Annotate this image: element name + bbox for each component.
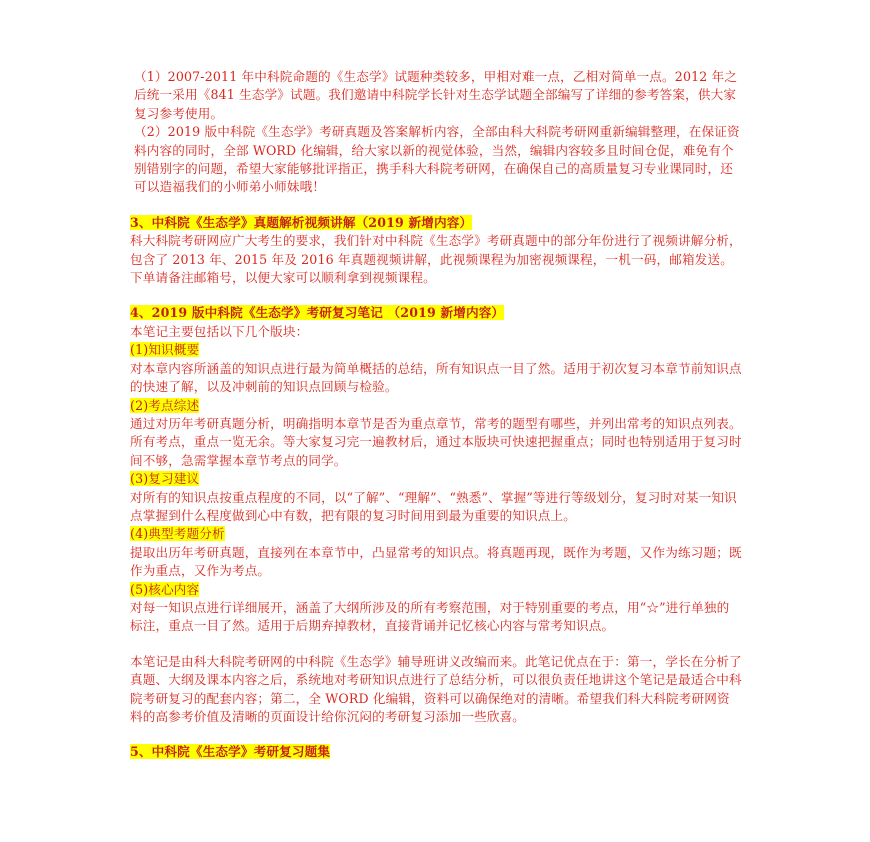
- spacer: [130, 726, 742, 743]
- section-5-heading-text: 5、中科院《生态学》考研复习题集: [130, 744, 331, 760]
- section-4-lead: 本笔记主要包括以下几个版块：: [130, 323, 309, 339]
- module-4-title-text: (4)典型考题分析: [130, 526, 225, 542]
- module-3-title: [130, 470, 742, 488]
- section-5-heading: [130, 743, 742, 761]
- module-3-title-text: (3)复习建议: [130, 471, 200, 487]
- spacer: [130, 636, 742, 653]
- spacer: [130, 197, 742, 214]
- module-3-body: 对所有的知识点按重点程度的不同，以“了解”、“理解”、“熟悉”、掌握”等进行等级划分，复习时对某一知识点掌握到什么程度做到心中有数，把有限的复习时间用到最为重要的知识点上。: [130, 489, 737, 523]
- section-3-heading: [130, 214, 742, 232]
- module-2-title-text: (2)考点综述: [130, 397, 200, 413]
- module-5-title-text: (5)核心内容: [130, 581, 200, 597]
- module-5-title: [130, 581, 742, 599]
- section-4-heading: [130, 304, 742, 322]
- module-1-body: 对本章内容所涵盖的知识点进行最为简单概括的总结，所有知识点一目了然。适用于初次复习本章节前知识点的快速了解，以及冲刺前的知识点回顾与检验。: [130, 360, 742, 395]
- document-body: [130, 68, 742, 762]
- intro-paragraph-1: （1）2007-2011 年中科院命题的《生态学》试题种类较多，甲相对难一点，乙相对简单一点。2012 年之后统一采用《841 生态学》试题。我们邀请中科院学长针对生态学试题全部编写了详细的参考答案，供大家复习参考使用。: [134, 69, 738, 121]
- section-3-body: 科大科院考研网应广大考生的要求，我们针对中科院《生态学》考研真题中的部分年份进行了视频讲解分析，包含了 2013 年、2015 年及 2016 年真题视频讲解，此视频课程为加密视频课程，一机一码，邮箱发送。下单请备注邮箱号，以便大家可以顺利拿到视频课程。: [130, 233, 742, 286]
- section-3-heading-text: 3、中科院《生态学》真题解析视频讲解（2019 新增内容）: [130, 214, 473, 230]
- intro-paragraph-2: （2）2019 版中科院《生态学》考研真题及答案解析内容，全部由科大科院考研网重新编辑整理，在保证资料内容的同时，全部 WORD 化编辑，给大家以新的视觉体验，当然，编辑内容较多且时间仓促，难免有个别错别字的问题，希望大家能够批评指正，携手科大科院考研网，在确保自己的高质量复习专业课同时，还可以造福我们的小师弟小师妹哦！: [134, 124, 740, 195]
- module-2-body: 通过对历年考研真题分析，明确指明本章节是否为重点章节，常考的题型有哪些，并列出常考的知识点列表。所有考点，重点一览无余。等大家复习完一遍教材后，通过本版块可快速把握重点；同时也特别适用于复习时间不够，急需掌握本章节考点的同学。: [130, 415, 742, 468]
- spacer: [130, 287, 742, 304]
- section-4-summary: 本笔记是由科大科院考研网的中科院《生态学》辅导班讲义改编而来。此笔记优点在于：第一，学长在分析了真题、大纲及课本内容之后，系统地对考研知识点进行了总结分析，可以很负责任地讲这个笔记是最适合中科院考研复习的配套内容；第二，全 WORD 化编辑，资料可以确保绝对的清晰。希望我们科大科院考研网资料的高参考价值及清晰的页面设计给你沉闷的考研复习添加一些欣喜。: [130, 653, 742, 724]
- module-1-title: [130, 341, 742, 359]
- module-4-body: 提取出历年考研真题，直接列在本章节中，凸显常考的知识点。将真题再现，既作为考题，又作为练习题；既作为重点，又作为考点。: [130, 544, 742, 579]
- module-1-title-text: (1)知识概要: [130, 342, 200, 358]
- module-4-title: [130, 525, 742, 543]
- module-5-body: 对每一知识点进行详细展开，涵盖了大纲所涉及的所有考察范围，对于特别重要的考点，用“☆”进行单独的标注，重点一目了然。适用于后期弃掉教材，直接背诵并记忆核心内容与常考知识点。: [130, 599, 730, 634]
- section-4-heading-text: 4、2019 版中科院《生态学》考研复习笔记 （2019 新增内容）: [130, 305, 505, 321]
- module-2-title: [130, 397, 742, 415]
